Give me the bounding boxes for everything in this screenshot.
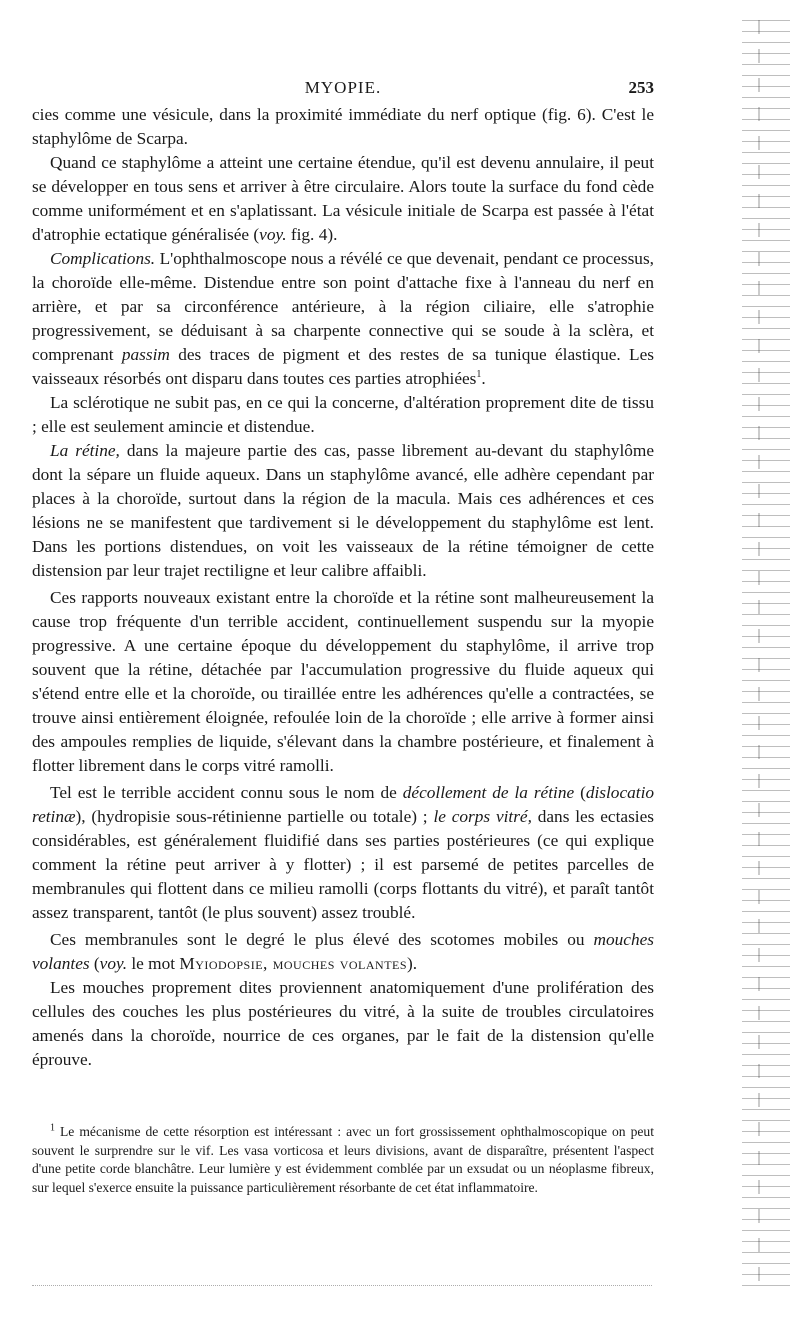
footnotes bbox=[32, 1123, 654, 1197]
latin-term: dislocatio retinæ bbox=[32, 783, 655, 826]
paragraph-3-text: L'ophthalmoscope nous a révélé ce que devenait, pendant ce processus, la choroïde elle-même. Distendue entre son point d'attache fixe à l'anneau du nerf en arrière, et par sa circonférence antérieure, à la région ciliaire, elle s'atrophie progressivement, se déduisant à sa charpente connective qui se soude à la sclèra, et comprenant bbox=[32, 249, 654, 364]
retine-heading: La rétine, bbox=[50, 441, 120, 460]
paragraph-mouches bbox=[32, 976, 654, 1072]
paragraph-complications bbox=[32, 247, 654, 391]
paragraph-7-mid: ), (hydropisie sous-rétinienne partielle ou totale) ; bbox=[75, 807, 434, 826]
voy-abbrev: voy. bbox=[259, 225, 287, 244]
scan-edge-artifact-secondary bbox=[758, 20, 760, 1295]
page-header bbox=[32, 78, 654, 100]
paragraph-sclerotique bbox=[32, 391, 654, 439]
complications-heading: Complications. bbox=[50, 249, 156, 268]
paragraph-decollement bbox=[32, 781, 654, 925]
corps-vitre-term: le corps vitré, bbox=[433, 807, 532, 826]
paragraph-7-start: Tel est le terrible accident connu sous le nom de bbox=[50, 783, 403, 802]
paragraph-8-paren: ( bbox=[89, 954, 100, 973]
running-title: MYOPIE. bbox=[304, 78, 382, 97]
paragraph-2-text: Quand ce staphylôme a atteint une certaine étendue, qu'il est devenu annulaire, il peut se développer en tous sens et arriver à être circulaire. Alors toute la surface du fond cède comme uniformément et en s'aplatissant. La vésicule initiale de Scarpa est passée à l'état d'atrophie ectatique généralisée ( bbox=[32, 153, 654, 244]
paragraph-4-text: La sclérotique ne subit pas, en ce qui la concerne, d'altération proprement dite de tissu ; elle est seulement amincie et distendue. bbox=[32, 393, 654, 436]
passim-word: passim bbox=[121, 345, 170, 364]
paragraph-1 bbox=[32, 103, 654, 151]
footnote-text: Le mécanisme de cette résorption est intéressant : avec un fort grossissement ophthalmoscopique on peut souvent le surprendre sur le vif. Les vasa vorticosa et leurs divisions, avant de disparaître, présentent l'aspect d'une petite corde blanchâtre. Leur lumière y est évidemment comblée par un exsudat ou un néoplasme fibreux, sur lequel s'exerce ensuite la puissance particulièrement résorbante de cet état inflammatoire. bbox=[32, 1124, 654, 1195]
paragraph-7-end: dans les ectasies considérables, est généralement fluidifié dans ses parties postérieures (ce qui explique comment la rétine peut arriver à y flotter) ; il est parsemé de petites parcelles de membranules qui flottent dans ce milieu ramolli (corps flottants du vitré), et paraît tantôt assez transparent, tantôt (le plus souvent) assez troublé. bbox=[32, 807, 654, 922]
paragraph-2 bbox=[32, 151, 654, 247]
paragraph-3-end: des traces de pigment et des restes de sa tunique élastique. Les vaisseaux résorbés ont disparu dans toutes ces parties atrophiées bbox=[32, 345, 654, 388]
body-text bbox=[32, 103, 654, 1072]
paragraph-3-tail: . bbox=[481, 369, 486, 388]
footnote-ref-1: 1 bbox=[476, 369, 482, 381]
footnote-marker: 1 bbox=[50, 1122, 55, 1134]
decollement-term: décollement de la rétine bbox=[402, 783, 575, 802]
paragraph-5-text: dans la majeure partie des cas, passe librement au-devant du staphylôme dont la sépare un fluide aqueux. Dans un staphylôme avancé, elle adhère cependant par places à la choroïde, surtout dans la région de la macula. Mais ces adhérences et ces lésions ne se manifestent que tardivement si le développement du staphylôme est lent. Dans les portions distendues, on voit les vaisseaux de la rétine témoigner de cette distension par leur trajet rectiligne et leur calibre affaibli. bbox=[32, 441, 654, 580]
paragraph-membranules bbox=[32, 928, 654, 976]
footnote-1 bbox=[32, 1123, 654, 1197]
paragraph-9-text: Les mouches proprement dites proviennent anatomiquement d'une prolifération des cellules des couches les plus postérieures du vitré, à la suite de troubles circulatoires amenés dans la choroïde, nourrice de ces organes, par le fait de la distension qu'elle éprouve. bbox=[32, 978, 654, 1069]
paragraph-6-text: Ces rapports nouveaux existant entre la choroïde et la rétine sont malheureusement la cause trop fréquente d'un terrible accident, continuellement suspendu sur la myopie progressive. A une certaine époque du développement du staphylôme, il arrive trop souvent que la rétine, détachée par l'accumulation progressive du fluide aqueux qui s'étend entre elle et la choroïde, ou tiraillée entre les adhérences qu'elle a contractées, se trouve ainsi entièrement éloignée, refoulée loin de la choroïde ; elle arrive à former ainsi des ampoules remplies de liquide, s'élevant dans la chambre postérieure, et finalement à flotter librement dans le corps vitré ramolli. bbox=[32, 588, 654, 775]
page-number: 253 bbox=[628, 78, 654, 97]
paragraph-2-end: fig. 4). bbox=[286, 225, 338, 244]
bottom-scan-line bbox=[32, 1285, 652, 1288]
paragraph-rapports bbox=[32, 586, 654, 778]
cross-reference: Myiodopsie, mouches volantes bbox=[179, 954, 408, 973]
paragraph-8-end: ). bbox=[407, 954, 418, 973]
scan-edge-artifact bbox=[742, 20, 790, 1295]
paragraph-1-text: cies comme une vésicule, dans la proximité immédiate du nerf optique (fig. 6). C'est le staphylôme de Scarpa. bbox=[32, 105, 654, 148]
paragraph-8-mot: le mot bbox=[127, 954, 180, 973]
paragraph-8-start: Ces membranules sont le degré le plus élevé des scotomes mobiles ou bbox=[50, 930, 594, 949]
voy-abbrev-2: voy. bbox=[99, 954, 128, 973]
mouches-volantes-term: mouches volantes bbox=[32, 930, 654, 973]
paragraph-retine bbox=[32, 439, 654, 583]
paragraph-7-paren: ( bbox=[574, 783, 586, 802]
